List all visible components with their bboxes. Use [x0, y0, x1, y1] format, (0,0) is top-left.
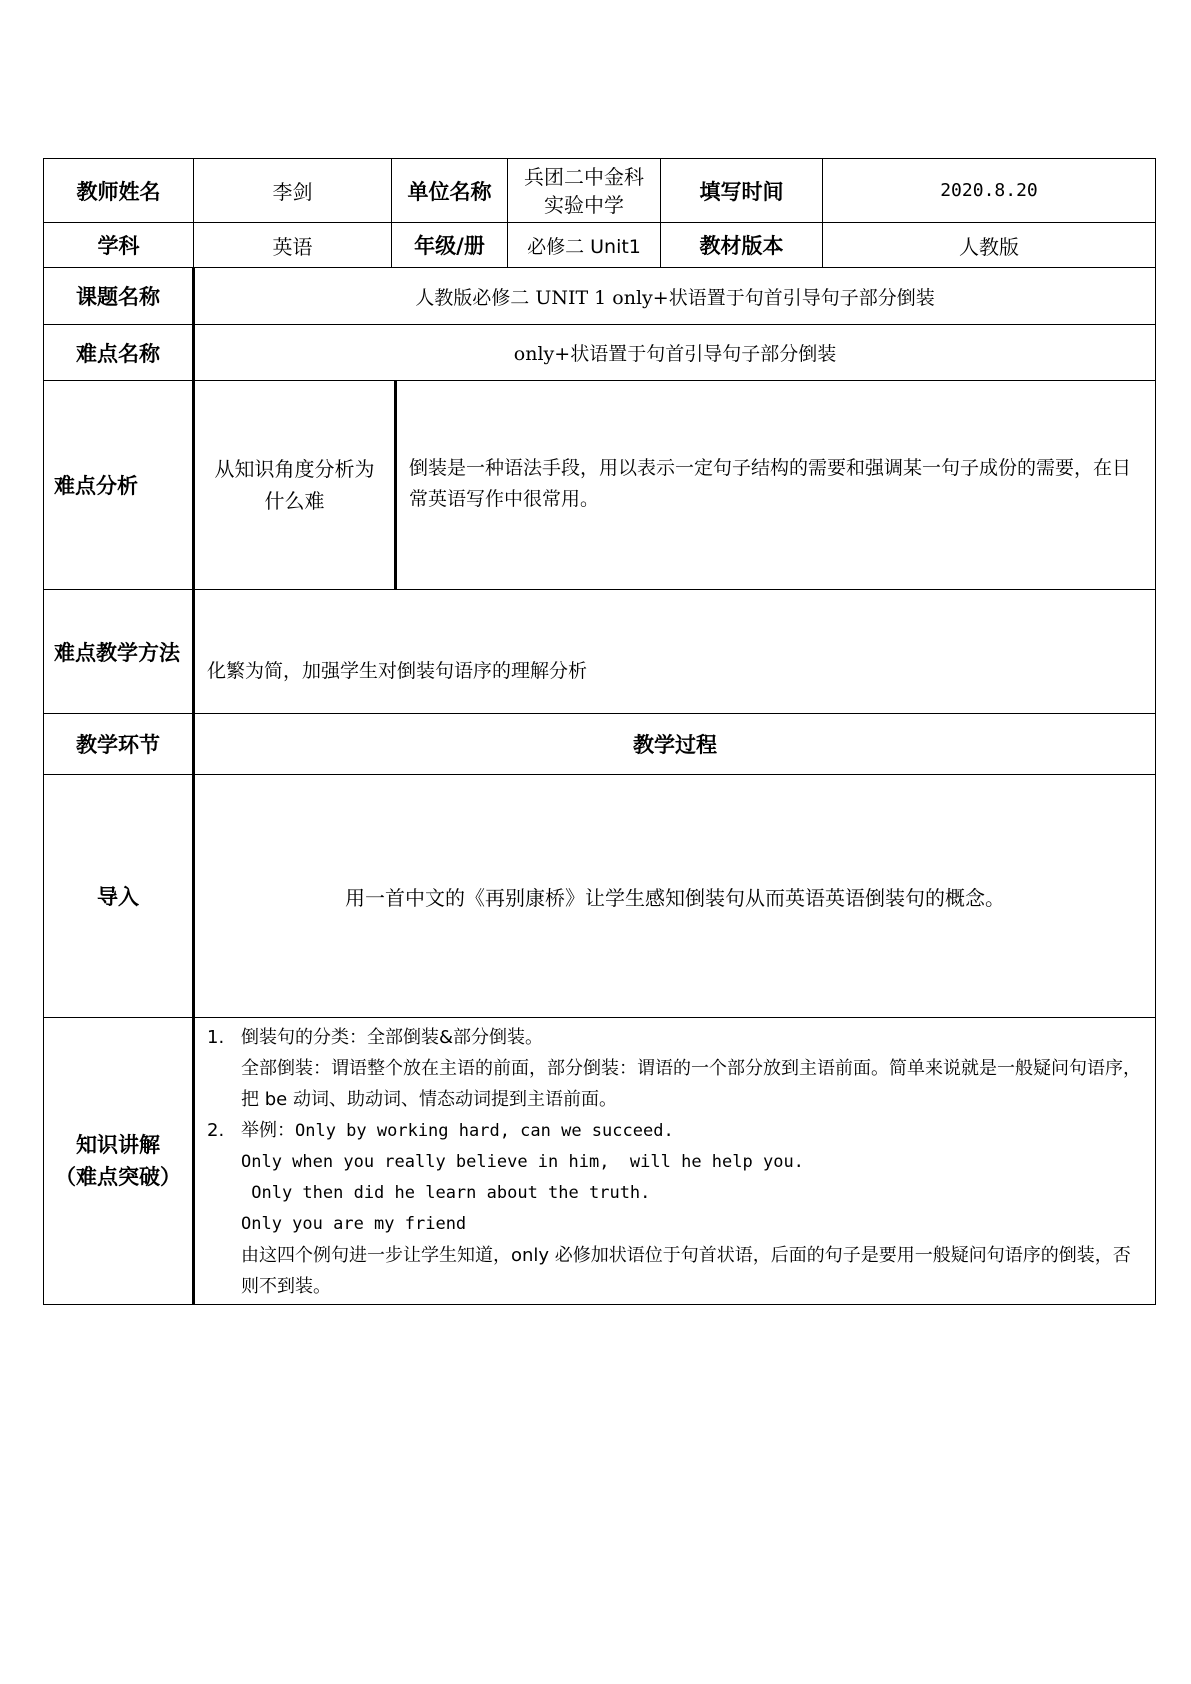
item-number: 2.	[207, 1120, 225, 1141]
list-item	[203, 1178, 1147, 1209]
teacher-name-label: 教师姓名	[44, 159, 194, 223]
item-number: 1.	[207, 1027, 225, 1048]
topic-value: 人教版必修二 UNIT 1 only+状语置于句首引导句子部分倒装	[194, 268, 1156, 325]
knowledge-label-line1: 知识讲解	[76, 1133, 160, 1157]
unit-name-value: 兵团二中金科实验中学	[508, 159, 661, 223]
fill-date-label: 填写时间	[661, 159, 823, 223]
method-label: 难点教学方法	[44, 590, 194, 714]
list-item	[203, 1240, 1147, 1302]
stage-header-label: 教学环节	[44, 714, 194, 775]
intro-label: 导入	[44, 775, 194, 1018]
analysis-sub-label: 从知识角度分析为什么难	[195, 381, 397, 589]
edition-value: 人教版	[823, 223, 1156, 268]
subject-value: 英语	[194, 223, 392, 268]
list-item	[203, 1209, 1147, 1240]
example-sentence: Only when you really believe in him, will he help you.	[241, 1152, 804, 1172]
grade-value: 必修二 Unit1	[508, 223, 661, 268]
list-item	[203, 1115, 1147, 1147]
item-prefix: 举例：	[241, 1120, 295, 1141]
teacher-name-value: 李剑	[194, 159, 392, 223]
grade-label: 年级/册	[392, 223, 508, 268]
knowledge-label	[44, 1018, 194, 1305]
edition-label: 教材版本	[661, 223, 823, 268]
lesson-plan-table	[43, 158, 1155, 1305]
list-item	[203, 1147, 1147, 1178]
difficulty-value: only+状语置于句首引导句子部分倒装	[194, 325, 1156, 381]
knowledge-content	[194, 1018, 1156, 1305]
unit-name-label: 单位名称	[392, 159, 508, 223]
intro-text: 用一首中文的《再别康桥》让学生感知倒装句从而英语英语倒装句的概念。	[194, 775, 1156, 1018]
method-text: 化繁为简，加强学生对倒装句语序的理解分析	[194, 590, 1156, 714]
process-header-label: 教学过程	[194, 714, 1156, 775]
example-sentence: Only then did he learn about the truth.	[241, 1183, 651, 1203]
subject-label: 学科	[44, 223, 194, 268]
topic-label: 课题名称	[44, 268, 194, 325]
difficulty-label: 难点名称	[44, 325, 194, 381]
knowledge-label-line2: （难点突破）	[55, 1165, 181, 1189]
example-sentence: Only by working hard, can we succeed.	[295, 1121, 674, 1141]
example-sentence: Only you are my friend	[241, 1214, 467, 1234]
analysis-label: 难点分析	[44, 381, 194, 590]
list-item	[203, 1053, 1147, 1115]
fill-date-value: 2020.8.20	[823, 159, 1156, 223]
list-item	[203, 1022, 1147, 1053]
analysis-cell	[194, 381, 1156, 590]
item-title: 倒装句的分类：全部倒装&部分倒装。	[241, 1027, 544, 1048]
conclusion-text: 由这四个例句进一步让学生知道，only 必修加状语位于句首状语，后面的句子是要用一般疑问句语序的倒装，否则不到装。	[241, 1245, 1131, 1297]
item-detail: 全部倒装：谓语整个放在主语的前面，部分倒装：谓语的一个部分放到主语前面。简单来说就是一般疑问句语序，把 be 动词、助动词、情态动词提到主语前面。	[241, 1058, 1141, 1110]
analysis-text: 倒装是一种语法手段，用以表示一定句子结构的需要和强调某一句子成份的需要，在日常英语写作中很常用。	[409, 457, 1132, 510]
